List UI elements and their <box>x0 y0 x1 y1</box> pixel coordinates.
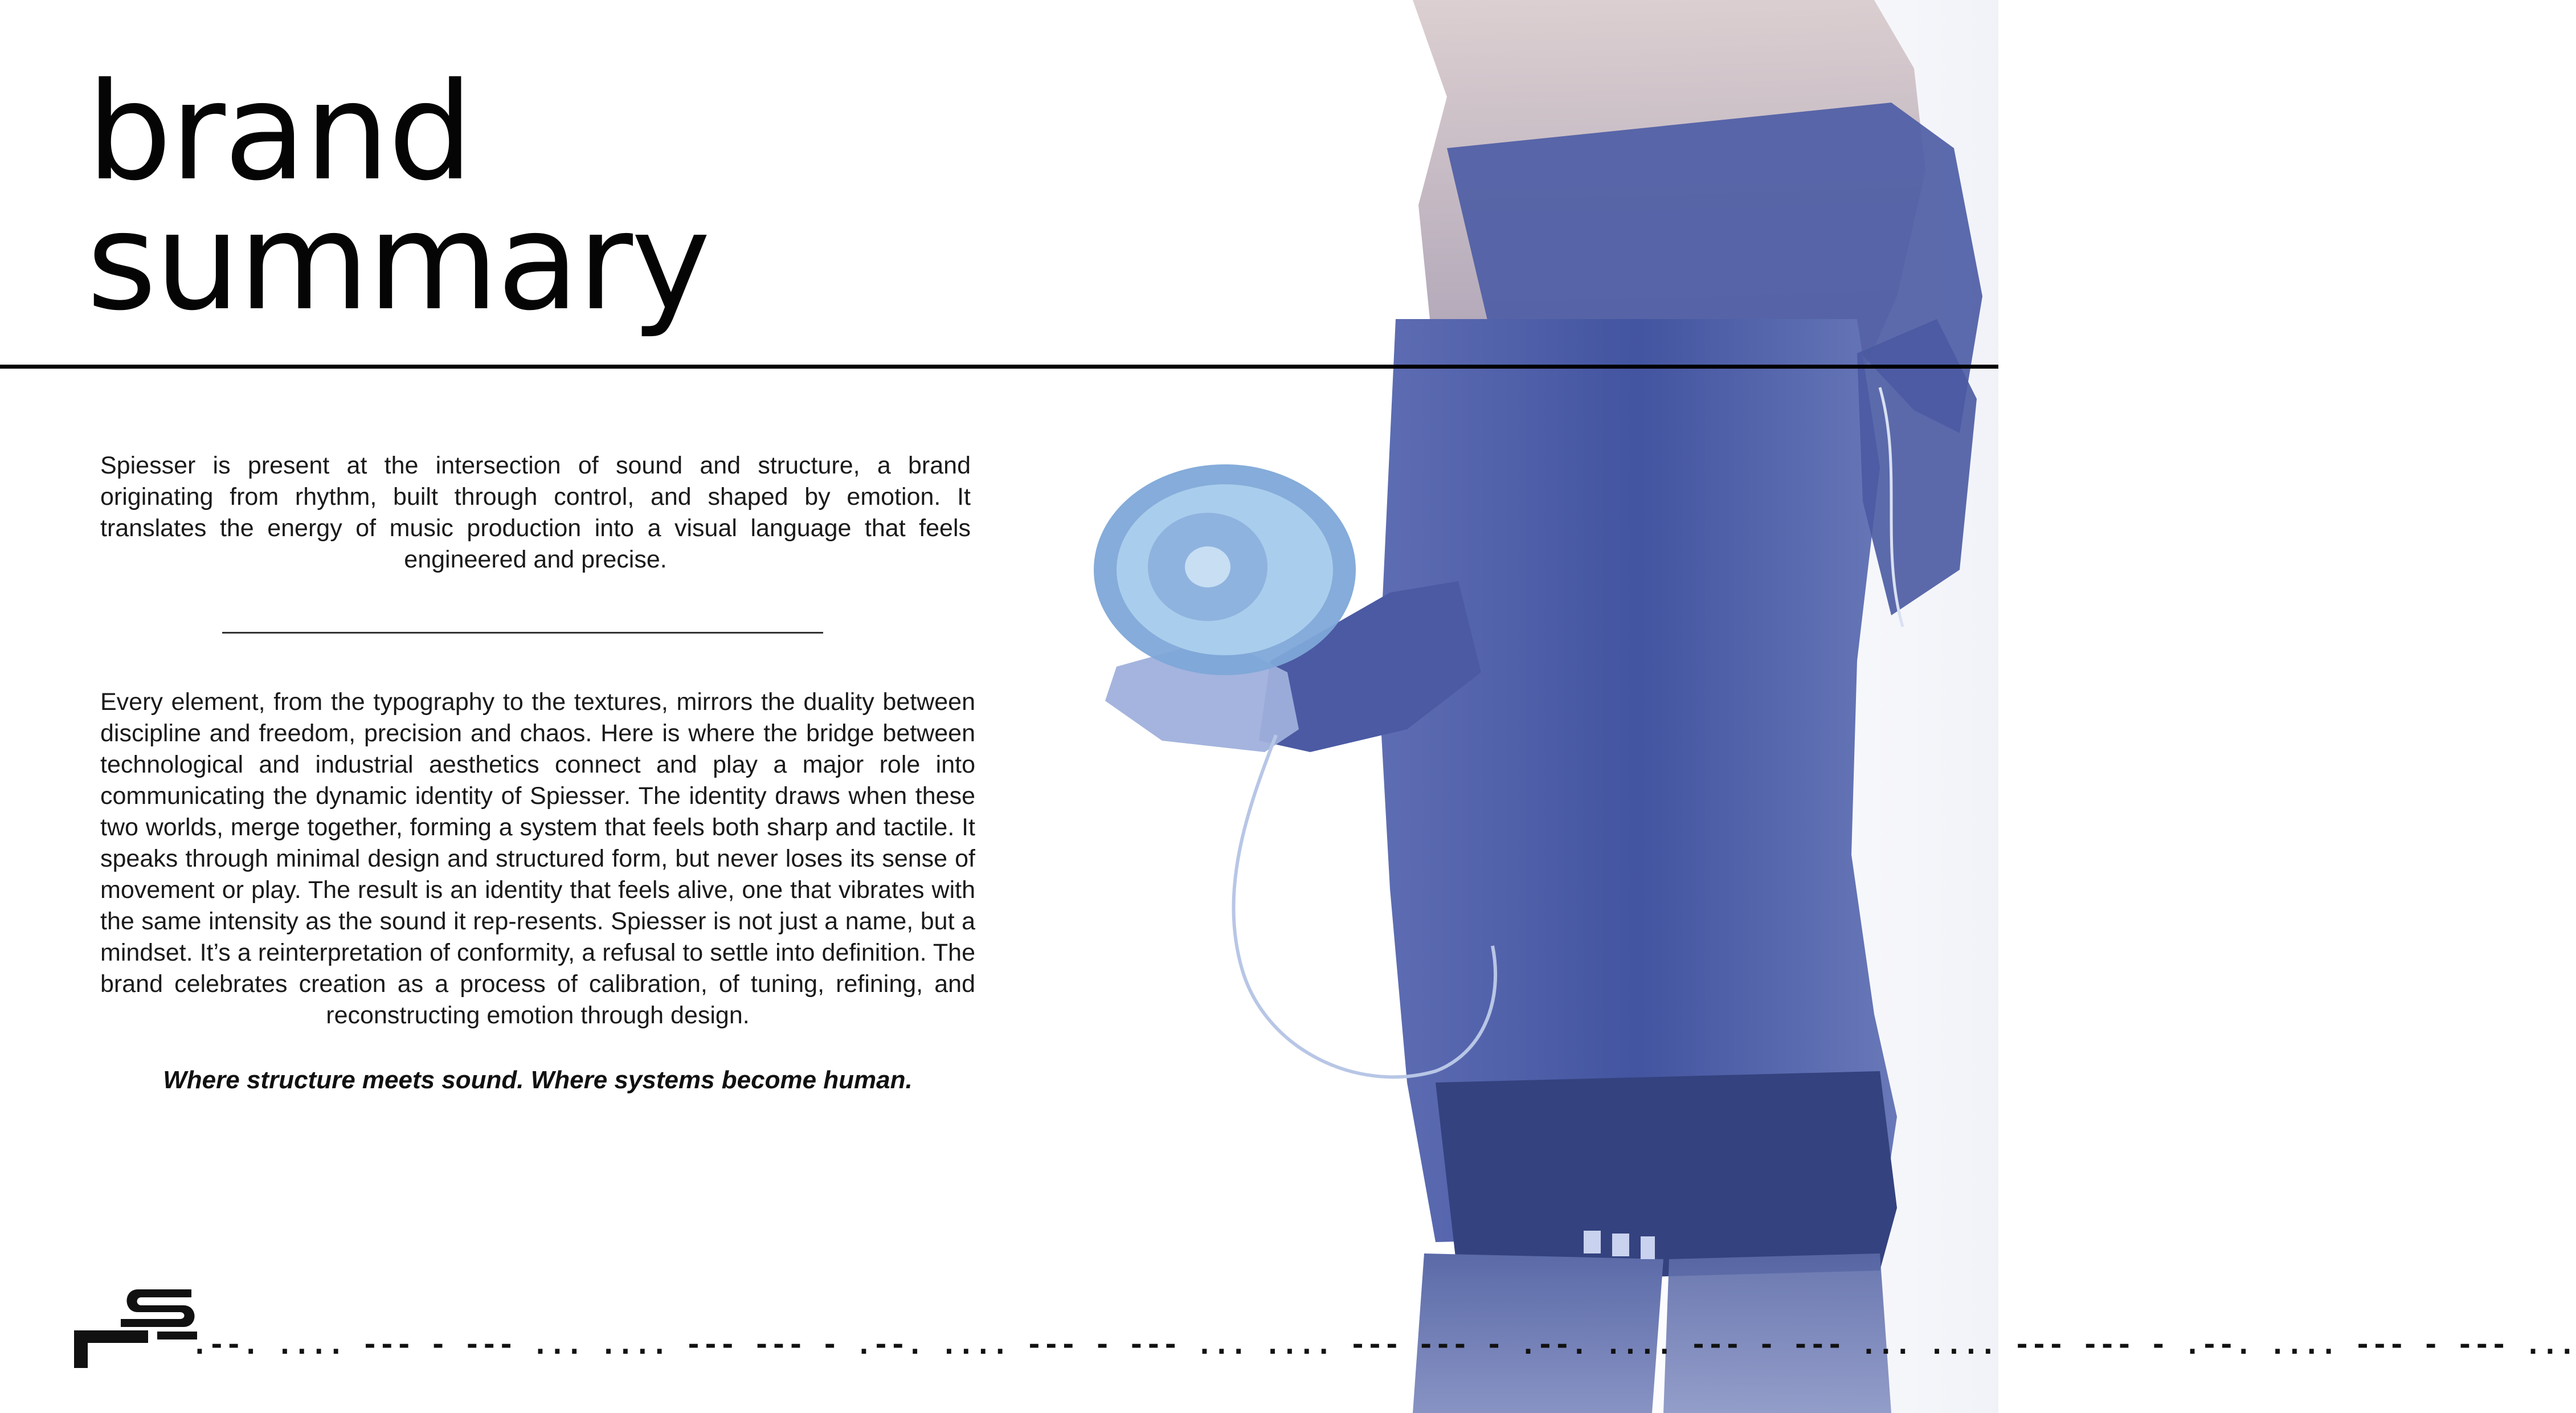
intro-paragraph: Spiesser is present at the intersection of sound and structure, a brand originating from rhythm, built through control, and shaped by emotion. It translates the energy of music production into a visual language that feels engineered and precise. <box>100 452 971 573</box>
tagline: Where structure meets sound. Where systems become human. <box>163 1066 913 1094</box>
body-paragraph: Every element, from the typography to the textures, mirrors the duality between discipline and freedom, precision and chaos. Here is where the bridge between technological and industrial aesthetics connect and play a major role into communicating the dynamic identity of Spiesser. The identity draws when these two worlds, merge together, forming a system that feels both sharp and tactile. It speaks through minimal design and structured form, but never loses its sense of movement or play. The result is an identity that feels alive, one that vibrates with the same intensity as the sound it rep-resents. Spiesser is not just a name, but a mindset. It’s a reinterpretation of conformity, a refusal to settle into definition. The brand celebrates creation as a process of calibration, of tuning, refining, and reconstructing emotion through design. <box>100 688 975 1029</box>
page-title <box>87 54 709 340</box>
title-line-summary: summary <box>87 183 709 340</box>
paragraph-divider <box>222 632 823 634</box>
morse-code-line: .--. .... --- - --- ... .... --- --- - .--. .... --- - --- ... .... --- --- - .--. .... --- - --- ... .... --- --- - .--. .... --- - --- ... <box>191 1329 2576 1361</box>
spiesser-logo-icon <box>72 1279 208 1370</box>
title-line-brand: brand <box>87 54 472 210</box>
title-divider <box>0 365 1998 369</box>
